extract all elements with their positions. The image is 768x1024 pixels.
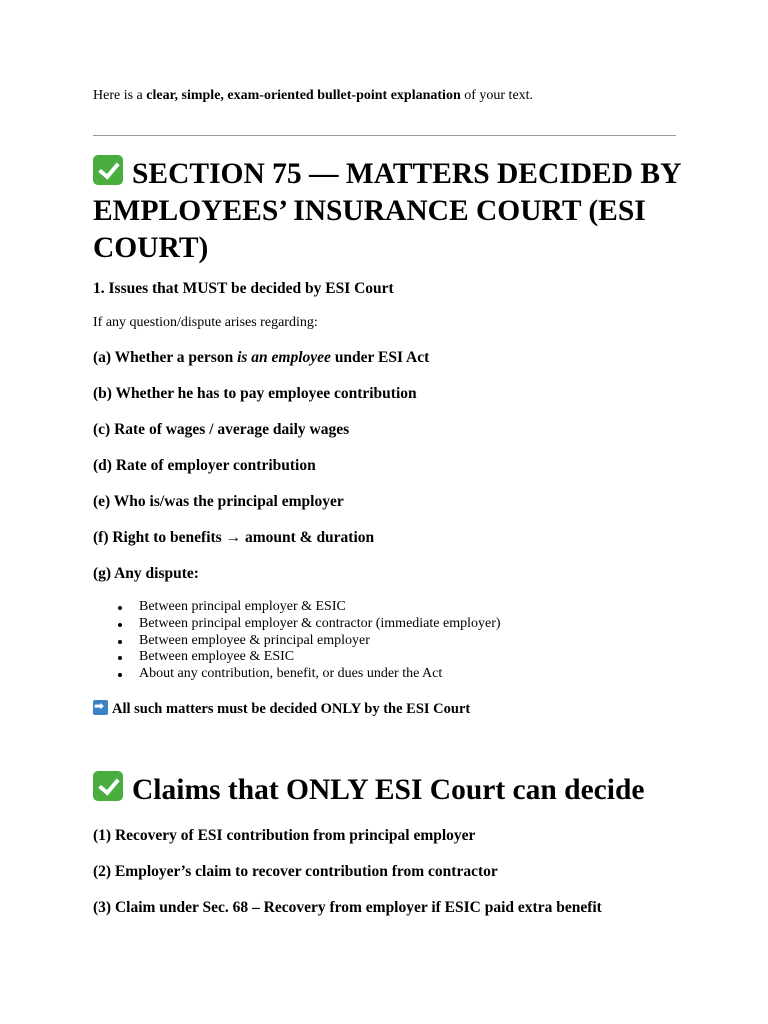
conclusion-text: All such matters must be decided ONLY by the ESI Court: [112, 701, 471, 717]
claim-3: (3) Claim under Sec. 68 – Recovery from employer if ESIC paid extra benefit: [93, 899, 602, 916]
claim-2: (2) Employer’s claim to recover contribution from contractor: [93, 863, 498, 880]
list-item: Between employee & ESIC: [93, 649, 501, 666]
intro-bold: clear, simple, exam-oriented bullet-point explanation: [146, 88, 461, 103]
section-75-heading-text: SECTION 75 — MATTERS DECIDED BY EMPLOYEES’ INSURANCE COURT (ESI COURT): [93, 158, 681, 264]
list-item: Between principal employer & ESIC: [93, 599, 501, 616]
section-75-heading: [93, 155, 693, 267]
item-f: (f) Right to benefits → amount & duration: [93, 529, 375, 546]
section-75-subheading: 1. Issues that MUST be decided by ESI Court: [93, 280, 394, 297]
section-75-lead: If any question/dispute arises regarding:: [93, 315, 318, 330]
horizontal-rule: [93, 135, 676, 136]
item-d: (d) Rate of employer contribution: [93, 457, 316, 474]
list-item: About any contribution, benefit, or dues under the Act: [93, 666, 501, 683]
item-b: (b) Whether he has to pay employee contribution: [93, 385, 417, 402]
item-a-italic: is an employee: [237, 349, 331, 366]
item-a-prefix: (a) Whether a person: [93, 349, 238, 366]
item-a-suffix: under ESI Act: [330, 349, 430, 366]
intro-suffix: of your text.: [460, 88, 534, 103]
right-arrow-icon: [93, 700, 108, 715]
item-c: (c) Rate of wages / average daily wages: [93, 421, 350, 438]
check-mark-icon: [93, 155, 123, 185]
item-a: [93, 349, 429, 367]
claims-heading-text: Claims that ONLY ESI Court can decide: [132, 774, 645, 806]
claim-1: (1) Recovery of ESI contribution from principal employer: [93, 827, 476, 844]
list-item: Between principal employer & contractor (immediate employer): [93, 616, 501, 633]
intro-line: [93, 88, 533, 104]
item-g: (g) Any dispute:: [93, 565, 199, 582]
section-75-conclusion: [93, 700, 470, 718]
claims-heading: [93, 771, 693, 809]
intro-prefix: Here is a: [93, 88, 147, 103]
list-item: Between employee & principal employer: [93, 633, 501, 650]
dispute-list: [93, 599, 501, 683]
check-mark-icon: [93, 771, 123, 801]
item-e: (e) Who is/was the principal employer: [93, 493, 344, 510]
